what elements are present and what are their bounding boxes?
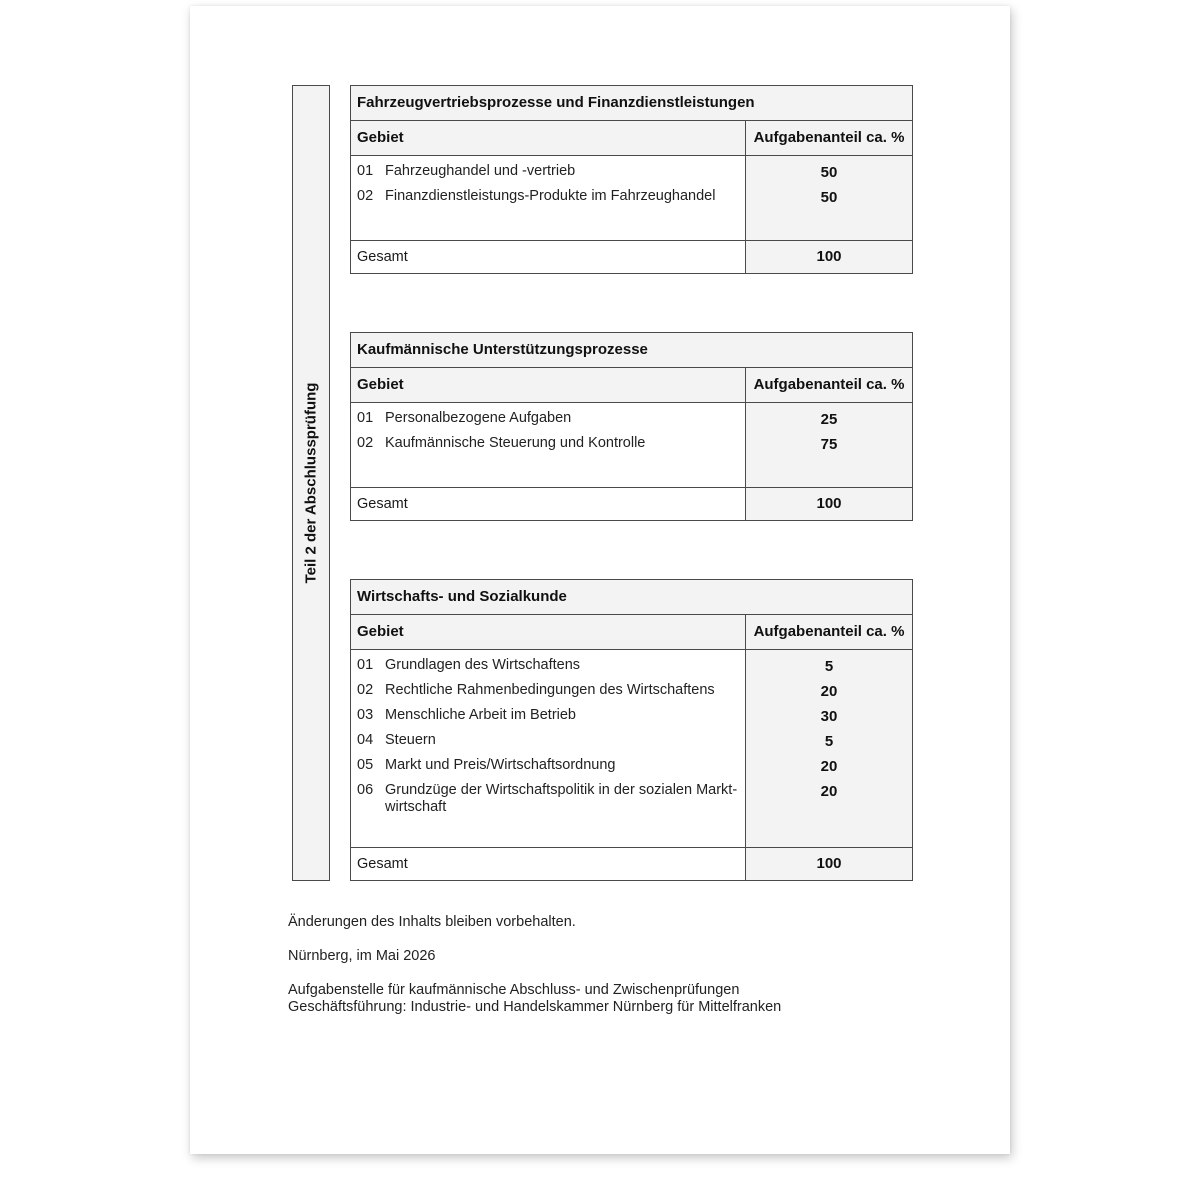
footer-notice: Änderungen des Inhalts bleiben vorbehalten.: [288, 914, 576, 930]
list-item: 01 Grundlagen des Wirtschaftens: [357, 657, 581, 673]
item-value: 30: [820, 708, 838, 725]
table-header: [351, 121, 912, 156]
item-value: 20: [820, 683, 838, 700]
list-item: 03 Menschliche Arbeit im Betrieb: [357, 707, 576, 723]
total-value: 100: [746, 848, 912, 880]
total-row: [351, 240, 912, 273]
total-label: Gesamt: [351, 241, 746, 273]
section-title: Kaufmännische Unterstützungsprozesse: [351, 333, 912, 368]
table-body: [351, 156, 912, 240]
footer-authority-line2: Geschäftsführung: Industrie- und Handelskammer Nürnberg für Mittelfranken: [288, 999, 782, 1015]
table-body: [351, 650, 912, 847]
table-body: [351, 403, 912, 487]
column-header-anteil: Aufgabenanteil ca. %: [746, 368, 912, 402]
list-item: 02 Rechtliche Rahmenbedingungen des Wirtschaftens: [357, 682, 715, 698]
item-value: 50: [820, 164, 838, 181]
list-item: 05 Markt und Preis/Wirtschaftsordnung: [357, 757, 616, 773]
section-fahrzeugvertrieb: [350, 85, 913, 274]
total-label: Gesamt: [351, 488, 746, 520]
list-item: 02 Finanzdienstleistungs-Produkte im Fahrzeughandel: [357, 188, 716, 204]
section-kaufmaennische-unterstuetzung: [350, 332, 913, 521]
column-header-gebiet: Gebiet: [351, 368, 746, 402]
column-header-gebiet: Gebiet: [351, 615, 746, 649]
total-value: 100: [746, 241, 912, 273]
total-label: Gesamt: [351, 848, 746, 880]
item-value: 20: [820, 783, 838, 800]
list-item: 06 Grundzüge der Wirtschaftspolitik in der sozialen Markt- wirtschaft: [357, 782, 738, 815]
item-value: 5: [824, 658, 834, 675]
item-value: 75: [820, 436, 838, 453]
column-header-gebiet: Gebiet: [351, 121, 746, 155]
total-row: [351, 847, 912, 880]
footer-authority-line1: Aufgabenstelle für kaufmännische Abschluss- und Zwischenprüfungen: [288, 982, 740, 998]
section-title: Wirtschafts- und Sozialkunde: [351, 580, 912, 615]
list-item: 02 Kaufmännische Steuerung und Kontrolle: [357, 435, 646, 451]
list-item: 01 Fahrzeughandel und -vertrieb: [357, 163, 576, 179]
table-header: [351, 615, 912, 650]
list-item: 01 Personalbezogene Aufgaben: [357, 410, 572, 426]
column-header-anteil: Aufgabenanteil ca. %: [746, 615, 912, 649]
section-wirtschafts-sozialkunde: [350, 579, 913, 881]
side-label-text: Teil 2 der Abschlussprüfung: [302, 382, 320, 584]
total-value: 100: [746, 488, 912, 520]
footer-place-date: Nürnberg, im Mai 2026: [288, 948, 436, 964]
total-row: [351, 487, 912, 520]
item-value: 5: [824, 733, 834, 750]
item-value: 20: [820, 758, 838, 775]
table-header: [351, 368, 912, 403]
item-value: 25: [820, 411, 838, 428]
side-label-box: [292, 85, 330, 881]
item-value: 50: [820, 189, 838, 206]
list-item: 04 Steuern: [357, 732, 436, 748]
column-header-anteil: Aufgabenanteil ca. %: [746, 121, 912, 155]
section-title: Fahrzeugvertriebsprozesse und Finanzdienstleistungen: [351, 86, 912, 121]
